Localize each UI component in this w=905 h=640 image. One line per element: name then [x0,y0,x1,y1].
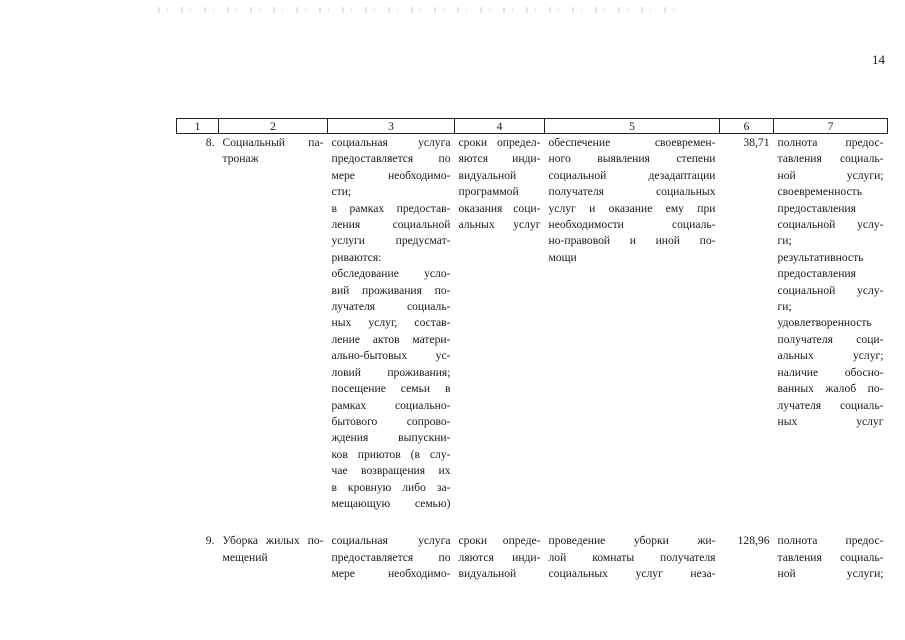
cell-line: предоставления [777,267,856,281]
cell-line: полнота предос- [777,534,884,548]
service-result [545,532,720,582]
cell-line: сроки опреде- [458,534,541,548]
cell-line: видуальной [458,567,517,581]
cell-line: сроки определ- [458,136,541,149]
cell-line: альных услуг [458,218,541,232]
cell-line: ных услуг [777,414,884,428]
cell-line: ловий проживания; [331,365,451,379]
service-price: 38,71 [743,136,770,149]
column-header: 7 [774,119,888,134]
cell-line: посещение семьи в [331,382,451,396]
cell-line: результативность [777,250,864,264]
cell-line: предоставляется по [331,550,451,564]
cell-line: сти; [331,185,352,199]
cell-line: яются инди- [458,152,541,166]
cell-line: лучателя социаль- [777,398,884,412]
cell-line: мощи [548,250,577,264]
cell-line: ков приютов (в слу- [331,447,451,461]
cell-line: мещающую семью) [331,496,451,510]
cell-line: ждения выпускни- [331,431,451,445]
service-procedure [328,134,455,513]
cell-line: предоставляется по [331,152,451,166]
cell-line: программой [458,185,519,199]
cell-line: полнота предос- [777,136,884,149]
cell-line: лой комнаты получателя [548,550,716,564]
cell-line: оказания соци- [458,201,541,215]
cell-line: вий проживания по- [331,283,451,297]
cell-line: рамках социально- [331,398,451,412]
cell-line: мере необходимо- [331,168,451,182]
cell-line: тронаж [222,152,259,166]
column-header: 3 [328,119,455,134]
cell-line: ляются инди- [458,550,541,564]
row-spacer [177,512,888,532]
cell-line: ной услуги; [777,168,884,182]
column-header: 4 [455,119,545,134]
cell-line: социальная услуга [331,136,451,149]
cell-line: необходимости социаль- [548,218,716,232]
cell-line: Уборка жилых по- [222,534,324,548]
cell-line: своевременность [777,185,863,199]
cell-line: ной услуги; [777,567,884,581]
cell-line: социальных услуг неза- [548,567,716,581]
cell-line: удовлетворенность [777,316,872,330]
cell-line: но-правовой и иной по- [548,234,716,248]
cell-line: ления социальной [331,218,451,232]
cell-line: в рамках предостав- [331,201,451,215]
cell-line: услуги предусмат- [331,234,451,248]
cell-line: тавления социаль- [777,550,884,564]
scan-artifact [158,7,678,13]
spacer-cell [177,512,888,532]
row-number: 8. [205,136,215,149]
cell-line: ги; [777,300,792,314]
service-result [545,134,720,513]
header-row [177,119,888,134]
table-row [177,134,888,513]
cell-line: ально-бытовых ус- [331,349,451,363]
quality-indicators [774,532,888,582]
cell-line: получателя социальных [548,185,716,199]
column-header: 1 [177,119,219,134]
column-header: 6 [720,119,774,134]
cell-line: получателя соци- [777,332,884,346]
cell-line: бытового сопрово- [331,414,451,428]
cell-line: ги; [777,234,792,248]
table-row [177,532,888,582]
cell-line: социальной услу- [777,218,884,232]
cell-line: видуальной [458,168,517,182]
cell-line: чае возвращения их [331,464,451,478]
cell-line: наличие обосно- [777,365,884,379]
cell-line: обследование усло- [331,267,451,281]
cell-line: риваются: [331,250,382,264]
row-number: 9. [205,534,215,548]
cell-line: социальной услу- [777,283,884,297]
page-number: 14 [872,52,885,67]
cell-line: предоставления [777,201,856,215]
cell-line: обеспечение своевремен- [548,136,716,149]
cell-line: в кровную либо за- [331,480,451,494]
service-terms [455,532,545,582]
cell-line: ных услуг, состав- [331,316,451,330]
cell-line: ванных жалоб по- [777,382,884,396]
service-name [219,532,328,582]
column-header: 2 [219,119,328,134]
service-procedure [328,532,455,582]
cell-line: лучателя социаль- [331,300,451,314]
cell-line: социальная услуга [331,534,451,548]
quality-indicators [774,134,888,513]
service-name [219,134,328,513]
service-terms [455,134,545,513]
cell-line: ление актов матери- [331,332,451,346]
cell-line: социальной дезадаптации [548,168,716,182]
cell-line: тавления социаль- [777,152,884,166]
cell-line: проведение уборки жи- [548,534,716,548]
cell-line: услуг и оказание ему при [548,201,716,215]
cell-line: мере необходимо- [331,567,451,581]
cell-line: ного выявления степени [548,152,716,166]
service-price: 128,96 [737,534,770,548]
column-header: 5 [545,119,720,134]
cell-line: альных услуг; [777,349,884,363]
cell-line: Социальный па- [222,136,324,149]
services-table [176,118,888,583]
cell-line: мещений [222,550,268,564]
